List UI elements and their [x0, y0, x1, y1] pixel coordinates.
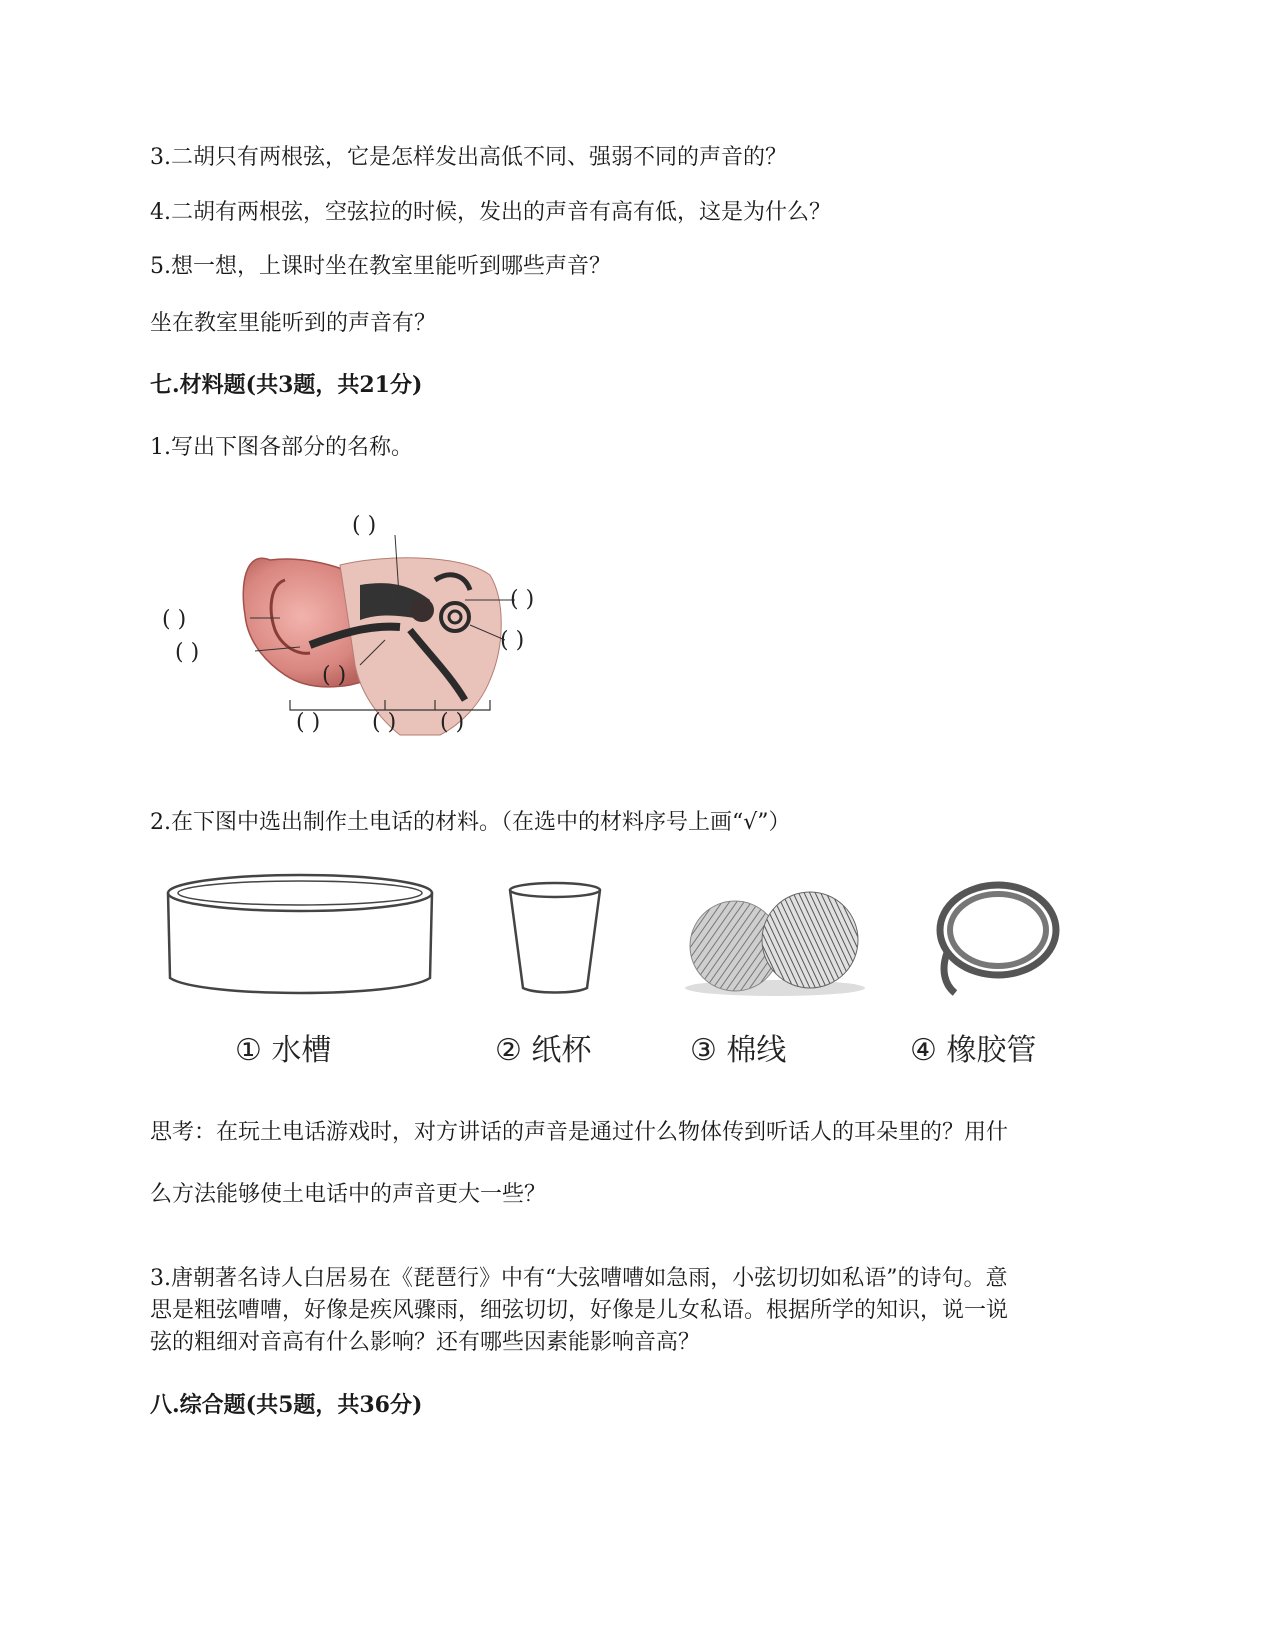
- question-3-line-3: 弦的粗细对音高有什么影响？还有哪些因素能影响音高？: [150, 1330, 701, 1355]
- ear-blank-left-upper: ( ): [162, 607, 187, 632]
- ear-illustration: [160, 525, 660, 785]
- question-3-line-1: 3.唐朝著名诗人白居易在《琵琶行》中有“大弦嘈嘈如急雨，小弦切切如私语”的诗句。意: [150, 1266, 1008, 1291]
- ear-blank-outer-section: ( ): [296, 710, 321, 735]
- rubber-tube-icon: [930, 875, 1065, 1005]
- cotton-thread-icon: [680, 888, 870, 998]
- think-question-line-1: 思考：在玩土电话游戏时，对方讲话的声音是通过什么物体传到听话人的耳朵里的？用什: [150, 1120, 1009, 1145]
- ear-blank-inner-section: ( ): [440, 710, 465, 735]
- question-3-line-2: 思是粗弦嘈嘈，好像是疾风骤雨，细弦切切，好像是儿女私语。根据所学的知识，说一说: [150, 1298, 1009, 1323]
- material-label-rubber-tube: ④ 橡胶管: [910, 1033, 1037, 1068]
- ear-blank-right-lower: ( ): [500, 628, 525, 653]
- material-label-paper-cup: ② 纸杯: [495, 1033, 592, 1068]
- question-5-classroom-sounds: 5.想一想，上课时坐在教室里能听到哪些声音？: [150, 254, 611, 279]
- ear-blank-left-lower: ( ): [175, 640, 200, 665]
- think-question-line-2: 么方法能够使土电话中的声音更大一些？: [150, 1182, 547, 1207]
- question-3-erhu-pitch: 3.二胡只有两根弦，它是怎样发出高低不同、强弱不同的声音的？: [150, 145, 787, 170]
- section-8-title: 八.综合题(共5题，共36分): [150, 1392, 423, 1418]
- ear-blank-top: ( ): [352, 513, 377, 538]
- classroom-sounds-prompt: 坐在教室里能听到的声音有？: [150, 311, 437, 336]
- material-label-cotton-thread: ③ 棉线: [690, 1033, 787, 1068]
- ear-diagram: [160, 513, 660, 785]
- ear-blank-middle: ( ): [322, 663, 347, 688]
- water-trough-icon: [160, 868, 440, 1008]
- paper-cup-icon: [505, 880, 605, 1000]
- question-4-erhu-strings: 4.二胡有两根弦，空弦拉的时候，发出的声音有高有低，这是为什么？: [150, 200, 831, 225]
- question-2-materials: 2.在下图中选出制作土电话的材料。（在选中的材料序号上画“√”）: [150, 810, 791, 835]
- material-label-water-trough: ① 水槽: [235, 1033, 332, 1068]
- ear-blank-middle-section: ( ): [372, 710, 397, 735]
- question-1-ear-parts: 1.写出下图各部分的名称。: [150, 435, 413, 460]
- ear-blank-right-upper: ( ): [510, 587, 535, 612]
- question-3-pipa: [150, 1263, 1130, 1359]
- section-7-title: 七.材料题(共3题，共21分): [150, 372, 423, 398]
